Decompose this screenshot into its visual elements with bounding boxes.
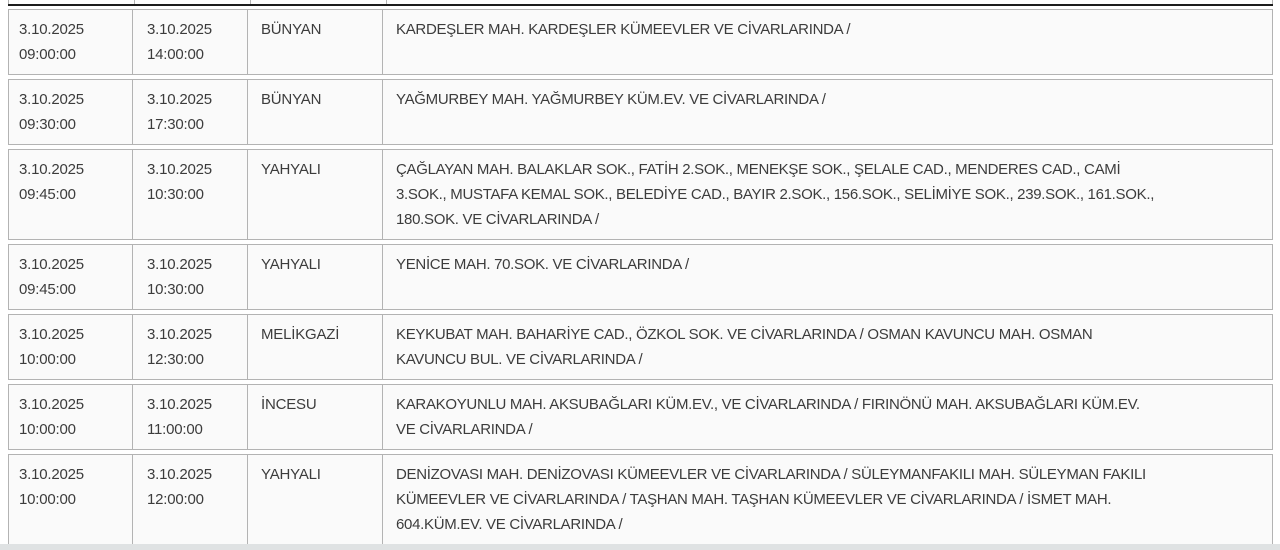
- locations-text: DENİZOVASI MAH. DENİZOVASI KÜMEEVLER VE CİVARLARINDA / SÜLEYMANFAKILI MAH. SÜLEYMAN FAKILI KÜMEEVLER VE CİVARLARINDA / TAŞHAN MAH. TAŞHAN KÜMEEVLER VE CİVARLARINDA / İSMET MAH. 604.KÜM.EV. VE CİVARLARINDA /: [396, 466, 1146, 533]
- start-datetime-cell: [9, 455, 133, 544]
- district-cell: YAHYALI: [248, 455, 383, 544]
- table-row: [8, 244, 1273, 310]
- locations-cell: [383, 245, 1272, 309]
- table-row: [8, 454, 1273, 545]
- end-datetime-cell: [133, 385, 248, 449]
- locations-cell: [383, 80, 1272, 144]
- district-cell: İNCESU: [248, 385, 383, 449]
- start-time: 09:30:00: [19, 116, 76, 133]
- start-time: 09:45:00: [19, 281, 76, 298]
- locations-text: KARAKOYUNLU MAH. AKSUBAĞLARI KÜM.EV., VE CİVARLARINDA / FIRINÖNÜ MAH. AKSUBAĞLARI KÜM.EV. VE CİVARLARINDA /: [396, 396, 1140, 438]
- start-datetime-cell: [9, 80, 133, 144]
- end-datetime-cell: [133, 80, 248, 144]
- locations-text: ÇAĞLAYAN MAH. BALAKLAR SOK., FATİH 2.SOK., MENEKŞE SOK., ŞELALE CAD., MENDERES CAD., CAMİ 3.SOK., MUSTAFA KEMAL SOK., BELEDİYE CAD., BAYIR 2.SOK., 156.SOK., SELİMİYE SOK., 239.SOK., 161.SOK., 180.SOK. VE CİVARLARINDA /: [396, 161, 1155, 228]
- start-date: 3.10.2025: [19, 396, 84, 413]
- start-time: 09:00:00: [19, 46, 76, 63]
- start-date: 3.10.2025: [19, 161, 84, 178]
- district-cell: YAHYALI: [248, 245, 383, 309]
- locations-cell: [383, 315, 1272, 379]
- district-cell: BÜNYAN: [248, 10, 383, 74]
- start-datetime-cell: [9, 385, 133, 449]
- locations-text: YAĞMURBEY MAH. YAĞMURBEY KÜM.EV. VE CİVARLARINDA /: [396, 91, 826, 108]
- start-date: 3.10.2025: [19, 256, 84, 273]
- header-cell-locations: [387, 0, 1273, 4]
- end-date: 3.10.2025: [147, 256, 212, 273]
- locations-cell: [383, 385, 1272, 449]
- table-row: [8, 314, 1273, 380]
- table-row: [8, 149, 1273, 240]
- locations-text: KEYKUBAT MAH. BAHARİYE CAD., ÖZKOL SOK. VE CİVARLARINDA / OSMAN KAVUNCU MAH. OSMAN KAVUNCU BUL. VE CİVARLARINDA /: [396, 326, 1093, 368]
- table-row: [8, 9, 1273, 75]
- table-row: [8, 79, 1273, 145]
- end-time: 11:00:00: [147, 421, 203, 438]
- start-datetime-cell: [9, 315, 133, 379]
- end-datetime-cell: [133, 455, 248, 544]
- end-datetime-cell: [133, 150, 248, 239]
- table-row: [8, 384, 1273, 450]
- end-date: 3.10.2025: [147, 466, 212, 483]
- start-date: 3.10.2025: [19, 466, 84, 483]
- table-header-cutoff: [8, 0, 1273, 6]
- end-time: 10:30:00: [147, 281, 204, 298]
- end-time: 12:00:00: [147, 491, 204, 508]
- end-date: 3.10.2025: [147, 326, 212, 343]
- start-date: 3.10.2025: [19, 326, 84, 343]
- start-time: 10:00:00: [19, 491, 76, 508]
- locations-text: YENİCE MAH. 70.SOK. VE CİVARLARINDA /: [396, 256, 689, 273]
- start-time: 10:00:00: [19, 421, 76, 438]
- locations-text: KARDEŞLER MAH. KARDEŞLER KÜMEEVLER VE CİVARLARINDA /: [396, 21, 851, 38]
- end-datetime-cell: [133, 10, 248, 74]
- district-cell: MELİKGAZİ: [248, 315, 383, 379]
- start-datetime-cell: [9, 150, 133, 239]
- start-time: 10:00:00: [19, 351, 76, 368]
- end-time: 12:30:00: [147, 351, 204, 368]
- end-time: 10:30:00: [147, 186, 204, 203]
- outage-schedule-table: [8, 0, 1273, 549]
- end-time: 17:30:00: [147, 116, 204, 133]
- start-datetime-cell: [9, 10, 133, 74]
- end-datetime-cell: [133, 315, 248, 379]
- end-date: 3.10.2025: [147, 161, 212, 178]
- start-datetime-cell: [9, 245, 133, 309]
- end-datetime-cell: [133, 245, 248, 309]
- table-body: [8, 9, 1273, 545]
- end-date: 3.10.2025: [147, 396, 212, 413]
- header-cell-end: [135, 0, 251, 4]
- district-cell: BÜNYAN: [248, 80, 383, 144]
- start-date: 3.10.2025: [19, 21, 84, 38]
- district-cell: YAHYALI: [248, 150, 383, 239]
- end-date: 3.10.2025: [147, 21, 212, 38]
- bottom-edge-strip: [0, 544, 1280, 550]
- start-time: 09:45:00: [19, 186, 76, 203]
- locations-cell: [383, 455, 1272, 544]
- start-date: 3.10.2025: [19, 91, 84, 108]
- locations-cell: [383, 10, 1272, 74]
- header-cell-district: [251, 0, 387, 4]
- end-time: 14:00:00: [147, 46, 204, 63]
- locations-cell: [383, 150, 1272, 239]
- end-date: 3.10.2025: [147, 91, 212, 108]
- header-cell-start: [8, 0, 135, 4]
